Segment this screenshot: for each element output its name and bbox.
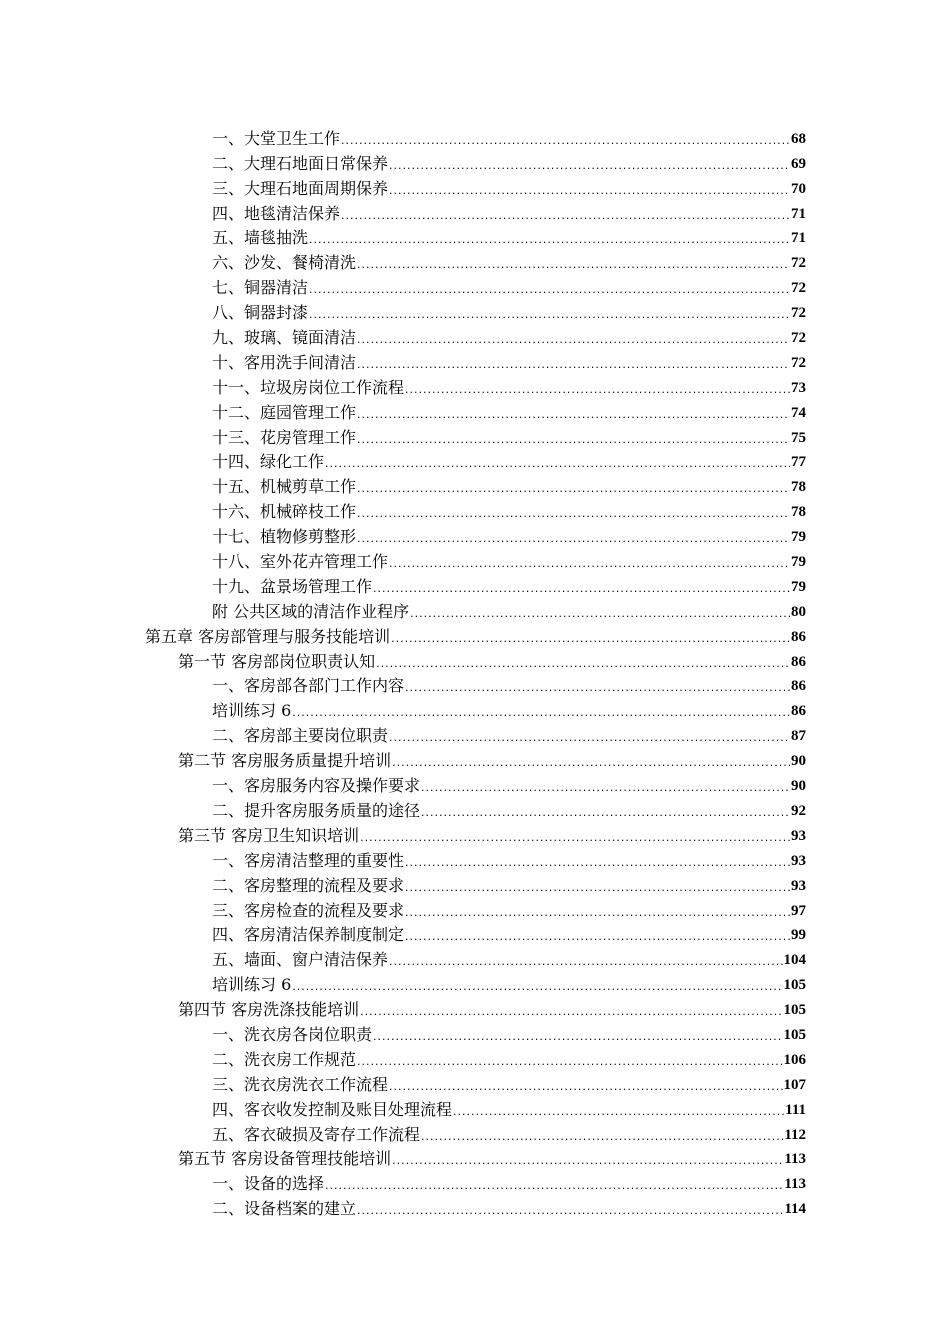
toc-entry-title: 一、客房清洁整理的重要性 (212, 850, 405, 870)
dot-leader (357, 431, 790, 449)
dot-leader (357, 480, 790, 498)
toc-entry-title: 培训练习 6 (212, 701, 292, 721)
toc-entry-title: 六、沙发、餐椅清洗 (212, 253, 357, 273)
toc-entry-title: 二、大理石地面日常保养 (212, 153, 389, 173)
toc-entry-item[interactable] (0, 1071, 950, 1096)
toc-entry-item[interactable] (0, 374, 950, 399)
toc-entry-title: 十三、花房管理工作 (212, 427, 357, 447)
toc-entry-title: 五、客衣破损及寄存工作流程 (212, 1124, 421, 1144)
dot-leader (357, 406, 790, 424)
dot-leader (376, 655, 790, 673)
toc-entry-section[interactable] (0, 648, 950, 673)
toc-entry-title: 十二、庭园管理工作 (212, 402, 357, 422)
dot-leader (392, 754, 790, 772)
toc-entry-title: 九、玻璃、镜面清洁 (212, 328, 357, 348)
toc-entry-title: 第五章 客房部管理与服务技能培训 (145, 626, 391, 646)
dot-leader (389, 555, 790, 573)
toc-entry-title: 二、设备档案的建立 (212, 1199, 357, 1219)
toc-entry-item[interactable] (0, 449, 950, 474)
dot-leader (405, 679, 790, 697)
dot-leader (373, 580, 790, 598)
toc-entry-page-number: 73 (791, 379, 806, 396)
toc-entry-item[interactable] (0, 249, 950, 274)
toc-entry-page-number: 90 (791, 778, 806, 795)
dot-leader (309, 281, 790, 299)
toc-entry-page-number: 106 (783, 1051, 806, 1068)
toc-entry-title: 一、洗衣房各岗位职责 (212, 1024, 373, 1044)
toc-entry-title: 二、洗衣房工作规范 (212, 1049, 357, 1069)
toc-entry-page-number: 70 (791, 180, 806, 197)
toc-entry-chapter[interactable] (0, 623, 950, 648)
toc-entry-page-number: 105 (783, 1026, 806, 1043)
toc-entry-title: 十八、室外花卉管理工作 (212, 552, 389, 572)
dot-leader (292, 978, 782, 996)
toc-entry-item[interactable] (0, 946, 950, 971)
toc-entry-page-number: 112 (784, 1126, 806, 1143)
toc-entry-section[interactable] (0, 747, 950, 772)
toc-entry-item[interactable] (0, 498, 950, 523)
toc-entry-item[interactable] (0, 573, 950, 598)
toc-entry-title: 十四、绿化工作 (212, 452, 325, 472)
toc-entry-page-number: 78 (791, 479, 806, 496)
dot-leader (341, 132, 790, 150)
toc-entry-page-number: 72 (791, 330, 806, 347)
toc-entry-item[interactable] (0, 523, 950, 548)
toc-entry-title: 一、客房部各部门工作内容 (212, 676, 405, 696)
toc-entry-title: 五、墙毯抽洗 (212, 228, 309, 248)
toc-entry-section[interactable] (0, 996, 950, 1021)
dot-leader (357, 530, 790, 548)
toc-entry-title: 十九、盆景场管理工作 (212, 576, 373, 596)
toc-entry-item[interactable] (0, 922, 950, 947)
toc-entry-page-number: 107 (783, 1076, 806, 1093)
dot-leader (410, 605, 790, 623)
table-of-contents (0, 125, 950, 1220)
toc-entry-page-number: 72 (791, 280, 806, 297)
toc-entry-page-number: 79 (791, 578, 806, 595)
toc-entry-item[interactable] (0, 548, 950, 573)
toc-entry-page-number: 93 (791, 877, 806, 894)
toc-entry-page-number: 113 (784, 1151, 806, 1168)
toc-entry-item[interactable] (0, 598, 950, 623)
toc-entry-item[interactable] (0, 125, 950, 150)
toc-entry-page-number: 86 (791, 628, 806, 645)
dot-leader (389, 953, 782, 971)
toc-entry-item[interactable] (0, 225, 950, 250)
toc-entry-title: 一、设备的选择 (212, 1174, 325, 1194)
toc-entry-item[interactable] (0, 673, 950, 698)
dot-leader (421, 779, 790, 797)
toc-entry-item[interactable] (0, 772, 950, 797)
toc-entry-page-number: 77 (791, 454, 806, 471)
toc-entry-title: 一、大堂卫生工作 (212, 128, 341, 148)
toc-entry-item[interactable] (0, 1096, 950, 1121)
toc-entry-page-number: 68 (791, 130, 806, 147)
toc-entry-page-number: 104 (783, 952, 806, 969)
toc-entry-title: 十五、机械剪草工作 (212, 477, 357, 497)
toc-entry-title: 八、铜器封漆 (212, 303, 309, 323)
dot-leader (357, 356, 790, 374)
toc-entry-page-number: 93 (791, 852, 806, 869)
toc-entry-page-number: 79 (791, 554, 806, 571)
dot-leader (389, 157, 790, 175)
dot-leader (421, 1128, 783, 1146)
toc-entry-item[interactable] (0, 1195, 950, 1220)
toc-entry-page-number: 105 (783, 977, 806, 994)
toc-entry-page-number: 90 (791, 753, 806, 770)
dot-leader (357, 1053, 782, 1071)
toc-entry-title: 四、客房清洁保养制度制定 (212, 925, 405, 945)
toc-entry-page-number: 114 (784, 1201, 806, 1218)
dot-leader (405, 854, 790, 872)
dot-leader (292, 704, 790, 722)
toc-entry-section[interactable] (0, 822, 950, 847)
dot-leader (391, 630, 790, 648)
toc-entry-page-number: 111 (785, 1101, 806, 1118)
toc-entry-page-number: 99 (791, 927, 806, 944)
toc-entry-item[interactable] (0, 697, 950, 722)
toc-entry-page-number: 113 (784, 1176, 806, 1193)
toc-entry-title: 三、大理石地面周期保养 (212, 178, 389, 198)
dot-leader (357, 331, 790, 349)
toc-entry-item[interactable] (0, 274, 950, 299)
dot-leader (405, 879, 790, 897)
toc-entry-item[interactable] (0, 1046, 950, 1071)
dot-leader (360, 829, 790, 847)
dot-leader (341, 207, 790, 225)
toc-entry-title: 二、客房部主要岗位职责 (212, 726, 389, 746)
dot-leader (392, 1152, 783, 1170)
toc-entry-section[interactable] (0, 1146, 950, 1171)
dot-leader (357, 1202, 783, 1220)
toc-entry-page-number: 74 (791, 404, 806, 421)
dot-leader (357, 256, 790, 274)
toc-entry-page-number: 93 (791, 827, 806, 844)
dot-leader (325, 455, 790, 473)
toc-entry-title: 第五节 客房设备管理技能培训 (178, 1149, 392, 1169)
dot-leader (389, 729, 790, 747)
toc-entry-page-number: 69 (791, 155, 806, 172)
toc-entry-item[interactable] (0, 1121, 950, 1146)
toc-entry-page-number: 75 (791, 429, 806, 446)
dot-leader (405, 381, 790, 399)
toc-entry-title: 三、客房检查的流程及要求 (212, 900, 405, 920)
toc-entry-title: 第四节 客房洗涤技能培训 (178, 1000, 360, 1020)
toc-entry-page-number: 78 (791, 504, 806, 521)
toc-entry-page-number: 79 (791, 529, 806, 546)
toc-entry-item[interactable] (0, 324, 950, 349)
dot-leader (309, 306, 790, 324)
toc-entry-page-number: 87 (791, 728, 806, 745)
dot-leader (421, 804, 790, 822)
toc-entry-page-number: 86 (791, 653, 806, 670)
toc-entry-item[interactable] (0, 971, 950, 996)
dot-leader (389, 1078, 782, 1096)
dot-leader (453, 1103, 784, 1121)
toc-entry-title: 十六、机械碎枝工作 (212, 502, 357, 522)
toc-entry-title: 七、铜器清洁 (212, 278, 309, 298)
toc-entry-page-number: 80 (791, 603, 806, 620)
toc-entry-item[interactable] (0, 150, 950, 175)
toc-entry-title: 二、客房整理的流程及要求 (212, 875, 405, 895)
toc-entry-title: 培训练习 6 (212, 975, 292, 995)
toc-entry-title: 第一节 客房部岗位职责认知 (178, 651, 376, 671)
dot-leader (309, 231, 790, 249)
toc-entry-title: 四、客衣收发控制及账目处理流程 (212, 1099, 453, 1119)
dot-leader (373, 1028, 782, 1046)
toc-entry-item[interactable] (0, 722, 950, 747)
toc-entry-page-number: 92 (791, 802, 806, 819)
toc-entry-title: 第二节 客房服务质量提升培训 (178, 751, 392, 771)
toc-entry-item[interactable] (0, 349, 950, 374)
toc-entry-title: 四、地毯清洁保养 (212, 203, 341, 223)
toc-entry-item[interactable] (0, 872, 950, 897)
toc-entry-page-number: 71 (791, 205, 806, 222)
toc-entry-title: 附 公共区域的清洁作业程序 (212, 601, 410, 621)
dot-leader (405, 928, 790, 946)
toc-entry-page-number: 72 (791, 255, 806, 272)
toc-entry-page-number: 86 (791, 678, 806, 695)
toc-entry-page-number: 72 (791, 354, 806, 371)
toc-entry-page-number: 71 (791, 230, 806, 247)
toc-entry-title: 十七、植物修剪整形 (212, 527, 357, 547)
toc-entry-item[interactable] (0, 399, 950, 424)
toc-entry-title: 三、洗衣房洗衣工作流程 (212, 1074, 389, 1094)
toc-entry-page-number: 86 (791, 703, 806, 720)
toc-entry-title: 五、墙面、窗户清洁保养 (212, 950, 389, 970)
toc-entry-item[interactable] (0, 473, 950, 498)
toc-entry-item[interactable] (0, 897, 950, 922)
dot-leader (405, 904, 790, 922)
toc-entry-item[interactable] (0, 299, 950, 324)
dot-leader (389, 182, 790, 200)
dot-leader (325, 1177, 783, 1195)
toc-entry-title: 一、客房服务内容及操作要求 (212, 776, 421, 796)
toc-entry-title: 第三节 客房卫生知识培训 (178, 825, 360, 845)
dot-leader (357, 505, 790, 523)
toc-entry-item[interactable] (0, 1021, 950, 1046)
toc-entry-page-number: 105 (783, 1002, 806, 1019)
toc-entry-item[interactable] (0, 847, 950, 872)
toc-entry-title: 二、提升客房服务质量的途径 (212, 800, 421, 820)
toc-entry-title: 十一、垃圾房岗位工作流程 (212, 377, 405, 397)
toc-entry-item[interactable] (0, 797, 950, 822)
toc-entry-page-number: 97 (791, 902, 806, 919)
toc-entry-item[interactable] (0, 1170, 950, 1195)
toc-entry-title: 十、客用洗手间清洁 (212, 352, 357, 372)
toc-entry-item[interactable] (0, 175, 950, 200)
toc-entry-item[interactable] (0, 424, 950, 449)
toc-entry-page-number: 72 (791, 305, 806, 322)
toc-entry-item[interactable] (0, 200, 950, 225)
dot-leader (360, 1003, 782, 1021)
